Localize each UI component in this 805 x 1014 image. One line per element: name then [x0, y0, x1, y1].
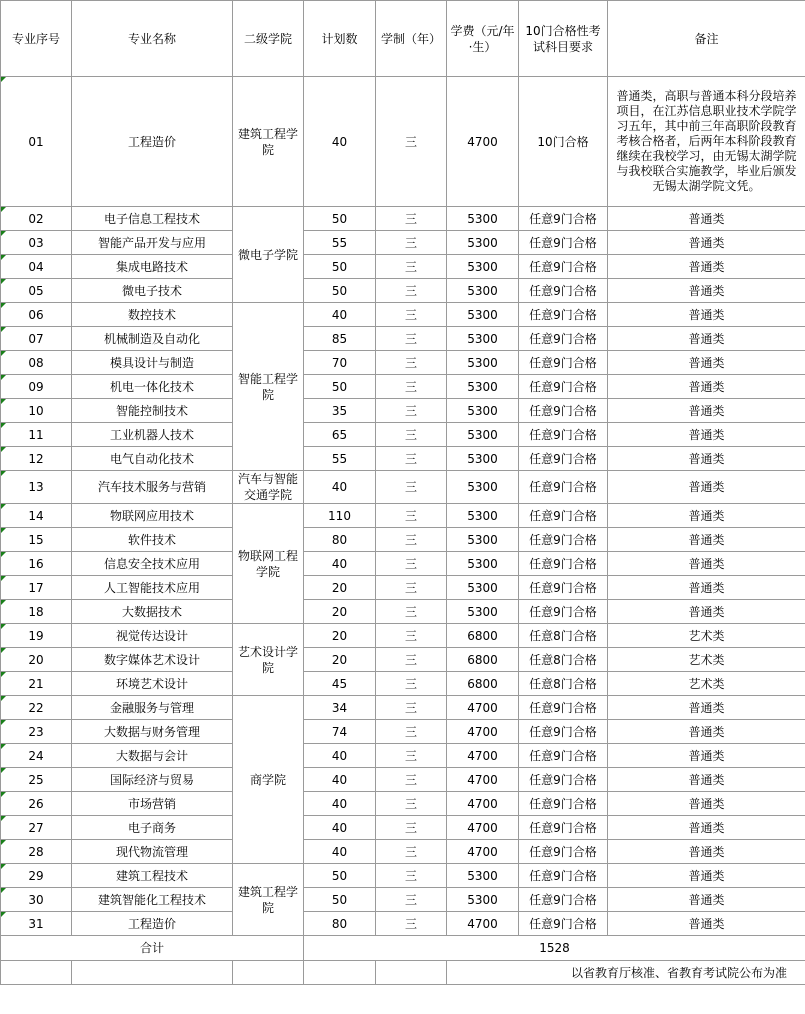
- cell-requirement: 10门合格: [519, 77, 608, 207]
- table-row: [1, 471, 805, 504]
- cell-no: 23: [1, 720, 72, 744]
- cell-plan: 40: [304, 552, 376, 576]
- cell-name: 信息安全技术应用: [72, 552, 233, 576]
- cell-years: 三: [376, 423, 447, 447]
- cell-note: 普通类: [608, 744, 805, 768]
- cell-note: 普通类: [608, 888, 805, 912]
- cell-years: 三: [376, 768, 447, 792]
- cell-note: 艺术类: [608, 648, 805, 672]
- cell-school: 微电子学院: [233, 207, 304, 303]
- cell-no: 27: [1, 816, 72, 840]
- cell-note: 普通类: [608, 600, 805, 624]
- cell-no: 31: [1, 912, 72, 936]
- cell-requirement: 任意9门合格: [519, 696, 608, 720]
- cell-years: 三: [376, 864, 447, 888]
- cell-fee: 4700: [447, 720, 519, 744]
- cell-no: 21: [1, 672, 72, 696]
- header-cell-fee: 学费（元/年·生）: [447, 1, 519, 77]
- cell-requirement: 任意9门合格: [519, 231, 608, 255]
- table-row: [1, 840, 805, 864]
- cell-plan: 50: [304, 864, 376, 888]
- table-row: [1, 744, 805, 768]
- cell-name: 建筑工程技术: [72, 864, 233, 888]
- cell-requirement: 任意9门合格: [519, 303, 608, 327]
- cell-plan: 20: [304, 600, 376, 624]
- header-cell-years: 学制（年）: [376, 1, 447, 77]
- cell-no: 08: [1, 351, 72, 375]
- cell-no: 24: [1, 744, 72, 768]
- table-row: [1, 327, 805, 351]
- table-row: [1, 816, 805, 840]
- cell-no: 29: [1, 864, 72, 888]
- cell-years: 三: [376, 672, 447, 696]
- cell-no: 22: [1, 696, 72, 720]
- cell-fee: 5300: [447, 471, 519, 504]
- table-row: [1, 375, 805, 399]
- cell-note: 普通类: [608, 351, 805, 375]
- table-row: [1, 600, 805, 624]
- cell-name: 电子商务: [72, 816, 233, 840]
- footnote-row: [1, 961, 805, 985]
- cell-plan: 40: [304, 471, 376, 504]
- cell-years: 三: [376, 576, 447, 600]
- cell-requirement: 任意9门合格: [519, 399, 608, 423]
- cell-note: 普通类: [608, 279, 805, 303]
- cell-plan: 55: [304, 447, 376, 471]
- cell-years: 三: [376, 528, 447, 552]
- header-cell-school: 二级学院: [233, 1, 304, 77]
- cell-name: 模具设计与制造: [72, 351, 233, 375]
- table-row: [1, 231, 805, 255]
- table-row: [1, 768, 805, 792]
- cell-years: 三: [376, 912, 447, 936]
- table-row: [1, 255, 805, 279]
- table-row: [1, 672, 805, 696]
- cell-school: 智能工程学院: [233, 303, 304, 471]
- cell-note: 普通类: [608, 471, 805, 504]
- cell-years: 三: [376, 840, 447, 864]
- total-value: 1528: [304, 936, 805, 961]
- cell-plan: 50: [304, 279, 376, 303]
- cell-note: 普通类: [608, 327, 805, 351]
- cell-name: 人工智能技术应用: [72, 576, 233, 600]
- cell-name: 建筑智能化工程技术: [72, 888, 233, 912]
- table-row: [1, 423, 805, 447]
- cell-name: 智能控制技术: [72, 399, 233, 423]
- table-row: [1, 792, 805, 816]
- cell-requirement: 任意8门合格: [519, 672, 608, 696]
- cell-years: 三: [376, 327, 447, 351]
- cell-fee: 6800: [447, 648, 519, 672]
- cell-name: 集成电路技术: [72, 255, 233, 279]
- cell-name: 机电一体化技术: [72, 375, 233, 399]
- cell-no: 04: [1, 255, 72, 279]
- cell-plan: 40: [304, 840, 376, 864]
- cell-plan: 50: [304, 207, 376, 231]
- total-label: 合计: [1, 936, 304, 961]
- cell-no: 07: [1, 327, 72, 351]
- cell-requirement: 任意9门合格: [519, 768, 608, 792]
- cell-years: 三: [376, 888, 447, 912]
- cell-years: 三: [376, 792, 447, 816]
- cell-name: 工程造价: [72, 912, 233, 936]
- cell-plan: 50: [304, 888, 376, 912]
- cell-plan: 40: [304, 816, 376, 840]
- cell-no: 09: [1, 375, 72, 399]
- cell-name: 电子信息工程技术: [72, 207, 233, 231]
- cell-years: 三: [376, 696, 447, 720]
- cell-requirement: 任意9门合格: [519, 864, 608, 888]
- table-row: [1, 447, 805, 471]
- cell-plan: 40: [304, 303, 376, 327]
- empty-cell: [1, 961, 72, 985]
- cell-requirement: 任意9门合格: [519, 207, 608, 231]
- header-cell-no: 专业序号: [1, 1, 72, 77]
- empty-cell: [72, 961, 233, 985]
- cell-school: 艺术设计学院: [233, 624, 304, 696]
- header-cell-plan: 计划数: [304, 1, 376, 77]
- cell-no: 28: [1, 840, 72, 864]
- cell-no: 18: [1, 600, 72, 624]
- cell-no: 30: [1, 888, 72, 912]
- cell-fee: 5300: [447, 864, 519, 888]
- cell-school: 建筑工程学院: [233, 864, 304, 936]
- cell-note: 普通类: [608, 768, 805, 792]
- cell-fee: 5300: [447, 600, 519, 624]
- cell-years: 三: [376, 720, 447, 744]
- cell-name: 工程造价: [72, 77, 233, 207]
- cell-requirement: 任意9门合格: [519, 840, 608, 864]
- cell-plan: 40: [304, 744, 376, 768]
- cell-years: 三: [376, 279, 447, 303]
- cell-note: 普通类: [608, 576, 805, 600]
- cell-plan: 40: [304, 792, 376, 816]
- table-row: [1, 696, 805, 720]
- cell-requirement: 任意8门合格: [519, 648, 608, 672]
- cell-name: 环境艺术设计: [72, 672, 233, 696]
- cell-plan: 55: [304, 231, 376, 255]
- cell-note: 普通类: [608, 375, 805, 399]
- header-cell-requirement: 10门合格性考试科目要求: [519, 1, 608, 77]
- header-cell-note: 备注: [608, 1, 805, 77]
- cell-name: 工业机器人技术: [72, 423, 233, 447]
- table-row: [1, 279, 805, 303]
- cell-years: 三: [376, 303, 447, 327]
- cell-note: 普通类: [608, 552, 805, 576]
- cell-fee: 5300: [447, 207, 519, 231]
- cell-fee: 5300: [447, 528, 519, 552]
- cell-note: 普通类: [608, 816, 805, 840]
- cell-name: 微电子技术: [72, 279, 233, 303]
- cell-note: 普通类，高职与普通本科分段培养项目，在江苏信息职业技术学院学习五年，其中前三年高职阶段教育考核合格者，后两年本科阶段教育继续在我校学习，由无锡太湖学院与我校联合实施教学，毕业后颁发无锡太湖学院文凭。: [608, 77, 805, 207]
- cell-note: 普通类: [608, 840, 805, 864]
- table-row: [1, 888, 805, 912]
- cell-no: 17: [1, 576, 72, 600]
- cell-note: 普通类: [608, 447, 805, 471]
- cell-no: 03: [1, 231, 72, 255]
- header-row: [1, 1, 805, 77]
- cell-requirement: 任意8门合格: [519, 624, 608, 648]
- cell-requirement: 任意9门合格: [519, 528, 608, 552]
- table-row: [1, 351, 805, 375]
- cell-note: 普通类: [608, 255, 805, 279]
- cell-requirement: 任意9门合格: [519, 351, 608, 375]
- cell-requirement: 任意9门合格: [519, 552, 608, 576]
- cell-no: 15: [1, 528, 72, 552]
- cell-years: 三: [376, 231, 447, 255]
- cell-no: 14: [1, 504, 72, 528]
- cell-requirement: 任意9门合格: [519, 576, 608, 600]
- table-row: [1, 912, 805, 936]
- cell-no: 19: [1, 624, 72, 648]
- cell-plan: 20: [304, 576, 376, 600]
- cell-requirement: 任意9门合格: [519, 600, 608, 624]
- cell-requirement: 任意9门合格: [519, 744, 608, 768]
- cell-note: 普通类: [608, 864, 805, 888]
- cell-note: 普通类: [608, 720, 805, 744]
- cell-name: 大数据与财务管理: [72, 720, 233, 744]
- cell-name: 大数据技术: [72, 600, 233, 624]
- cell-fee: 5300: [447, 255, 519, 279]
- cell-note: 艺术类: [608, 672, 805, 696]
- cell-school: 汽车与智能交通学院: [233, 471, 304, 504]
- empty-cell: [304, 961, 376, 985]
- empty-cell: [376, 961, 447, 985]
- cell-years: 三: [376, 744, 447, 768]
- cell-requirement: 任意9门合格: [519, 255, 608, 279]
- cell-fee: 5300: [447, 552, 519, 576]
- cell-no: 25: [1, 768, 72, 792]
- cell-years: 三: [376, 207, 447, 231]
- cell-fee: 5300: [447, 279, 519, 303]
- table-row: [1, 504, 805, 528]
- footnote: 以省教育厅核准、省教育考试院公布为准: [447, 961, 805, 985]
- cell-plan: 110: [304, 504, 376, 528]
- cell-fee: 5300: [447, 504, 519, 528]
- table-row: [1, 648, 805, 672]
- cell-plan: 85: [304, 327, 376, 351]
- cell-plan: 40: [304, 768, 376, 792]
- cell-fee: 4700: [447, 744, 519, 768]
- cell-plan: 35: [304, 399, 376, 423]
- cell-no: 05: [1, 279, 72, 303]
- cell-name: 国际经济与贸易: [72, 768, 233, 792]
- cell-name: 现代物流管理: [72, 840, 233, 864]
- cell-fee: 5300: [447, 447, 519, 471]
- cell-name: 金融服务与管理: [72, 696, 233, 720]
- cell-note: 普通类: [608, 528, 805, 552]
- cell-note: 艺术类: [608, 624, 805, 648]
- cell-no: 26: [1, 792, 72, 816]
- cell-plan: 80: [304, 912, 376, 936]
- cell-requirement: 任意9门合格: [519, 375, 608, 399]
- cell-name: 电气自动化技术: [72, 447, 233, 471]
- cell-name: 视觉传达设计: [72, 624, 233, 648]
- cell-years: 三: [376, 552, 447, 576]
- cell-name: 市场营销: [72, 792, 233, 816]
- cell-school: 物联网工程学院: [233, 504, 304, 624]
- cell-name: 物联网应用技术: [72, 504, 233, 528]
- cell-years: 三: [376, 399, 447, 423]
- cell-years: 三: [376, 600, 447, 624]
- cell-plan: 20: [304, 624, 376, 648]
- cell-years: 三: [376, 255, 447, 279]
- cell-requirement: 任意9门合格: [519, 816, 608, 840]
- cell-requirement: 任意9门合格: [519, 279, 608, 303]
- cell-years: 三: [376, 624, 447, 648]
- cell-fee: 4700: [447, 816, 519, 840]
- total-row: [1, 936, 805, 961]
- cell-years: 三: [376, 77, 447, 207]
- table-row: [1, 207, 805, 231]
- cell-requirement: 任意9门合格: [519, 792, 608, 816]
- cell-plan: 34: [304, 696, 376, 720]
- cell-school: 建筑工程学院: [233, 77, 304, 207]
- cell-requirement: 任意9门合格: [519, 447, 608, 471]
- cell-note: 普通类: [608, 399, 805, 423]
- cell-fee: 5300: [447, 375, 519, 399]
- cell-requirement: 任意9门合格: [519, 912, 608, 936]
- cell-years: 三: [376, 351, 447, 375]
- table-row: [1, 399, 805, 423]
- cell-fee: 4700: [447, 696, 519, 720]
- cell-no: 02: [1, 207, 72, 231]
- cell-name: 数控技术: [72, 303, 233, 327]
- cell-fee: 5300: [447, 303, 519, 327]
- cell-name: 汽车技术服务与营销: [72, 471, 233, 504]
- table-row: [1, 303, 805, 327]
- cell-plan: 50: [304, 255, 376, 279]
- cell-fee: 5300: [447, 888, 519, 912]
- cell-fee: 4700: [447, 912, 519, 936]
- cell-fee: 4700: [447, 792, 519, 816]
- cell-fee: 5300: [447, 399, 519, 423]
- cell-requirement: 任意9门合格: [519, 888, 608, 912]
- cell-plan: 74: [304, 720, 376, 744]
- table-body: [1, 77, 805, 936]
- cell-name: 智能产品开发与应用: [72, 231, 233, 255]
- cell-plan: 50: [304, 375, 376, 399]
- cell-plan: 40: [304, 77, 376, 207]
- cell-years: 三: [376, 375, 447, 399]
- cell-no: 06: [1, 303, 72, 327]
- cell-years: 三: [376, 648, 447, 672]
- cell-years: 三: [376, 447, 447, 471]
- table-row: [1, 528, 805, 552]
- cell-requirement: 任意9门合格: [519, 423, 608, 447]
- cell-fee: 5300: [447, 576, 519, 600]
- cell-years: 三: [376, 471, 447, 504]
- cell-no: 10: [1, 399, 72, 423]
- table-row: [1, 552, 805, 576]
- cell-name: 机械制造及自动化: [72, 327, 233, 351]
- empty-cell: [233, 961, 304, 985]
- table-row: [1, 720, 805, 744]
- cell-no: 20: [1, 648, 72, 672]
- cell-fee: 5300: [447, 423, 519, 447]
- table-row: [1, 624, 805, 648]
- cell-plan: 45: [304, 672, 376, 696]
- cell-no: 13: [1, 471, 72, 504]
- table-row: [1, 576, 805, 600]
- cell-note: 普通类: [608, 231, 805, 255]
- cell-plan: 70: [304, 351, 376, 375]
- cell-note: 普通类: [608, 912, 805, 936]
- cell-name: 软件技术: [72, 528, 233, 552]
- cell-note: 普通类: [608, 423, 805, 447]
- cell-fee: 4700: [447, 840, 519, 864]
- cell-note: 普通类: [608, 207, 805, 231]
- cell-plan: 20: [304, 648, 376, 672]
- cell-name: 大数据与会计: [72, 744, 233, 768]
- cell-school: 商学院: [233, 696, 304, 864]
- cell-years: 三: [376, 504, 447, 528]
- cell-no: 12: [1, 447, 72, 471]
- cell-requirement: 任意9门合格: [519, 471, 608, 504]
- cell-fee: 4700: [447, 768, 519, 792]
- cell-requirement: 任意9门合格: [519, 504, 608, 528]
- cell-note: 普通类: [608, 792, 805, 816]
- cell-no: 11: [1, 423, 72, 447]
- cell-plan: 80: [304, 528, 376, 552]
- cell-fee: 6800: [447, 624, 519, 648]
- header-cell-name: 专业名称: [72, 1, 233, 77]
- cell-note: 普通类: [608, 504, 805, 528]
- cell-fee: 5300: [447, 231, 519, 255]
- cell-fee: 5300: [447, 327, 519, 351]
- cell-fee: 4700: [447, 77, 519, 207]
- cell-years: 三: [376, 816, 447, 840]
- cell-plan: 65: [304, 423, 376, 447]
- cell-fee: 6800: [447, 672, 519, 696]
- table-row: [1, 864, 805, 888]
- cell-no: 16: [1, 552, 72, 576]
- cell-requirement: 任意9门合格: [519, 720, 608, 744]
- cell-name: 数字媒体艺术设计: [72, 648, 233, 672]
- cell-requirement: 任意9门合格: [519, 327, 608, 351]
- cell-no: 01: [1, 77, 72, 207]
- cell-note: 普通类: [608, 303, 805, 327]
- cell-note: 普通类: [608, 696, 805, 720]
- table-row: [1, 77, 805, 207]
- cell-fee: 5300: [447, 351, 519, 375]
